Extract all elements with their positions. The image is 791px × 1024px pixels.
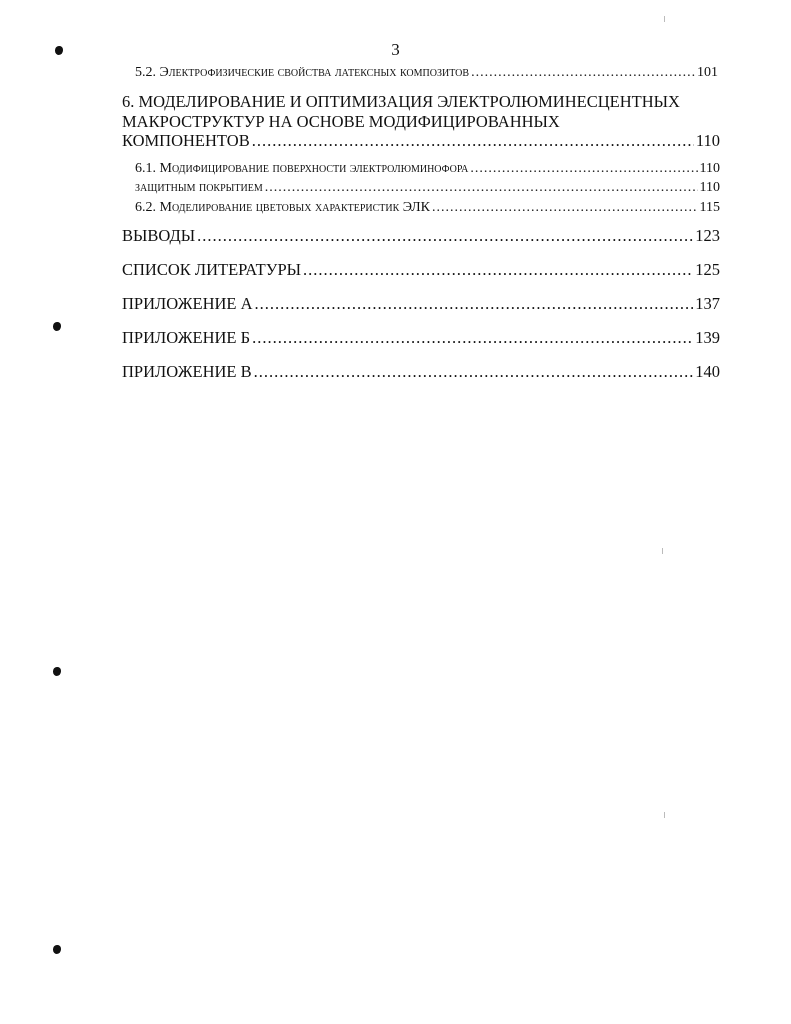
leader-dots [252,330,693,347]
toc-entry-page: 123 [695,226,720,245]
toc-entry-label: 6.1. Модифицирование поверхности электролюминофора [135,161,469,176]
scan-speck [664,812,665,818]
scan-speck [664,16,665,22]
toc-entry-page: 110 [695,131,720,150]
toc-entry-page: 125 [695,260,720,279]
toc-entry-6-1[interactable] [135,162,720,176]
punch-hole-mark [53,322,61,331]
toc-entry-page: 110 [699,180,720,195]
toc-entry-label: 6.2. Моделирование цветовых характеристик ЭЛК [135,200,430,215]
toc-heading-6-line-1: 6. МОДЕЛИРОВАНИЕ И ОПТИМИЗАЦИЯ ЭЛЕКТРОЛЮМИНЕСЦЕНТНЫХ [122,92,680,111]
leader-dots [265,181,698,195]
toc-entry-appendix-b[interactable] [122,330,720,347]
toc-entry-page: 140 [695,362,720,381]
toc-entry-label: ПРИЛОЖЕНИЕ Б [122,328,251,347]
scan-speck [662,548,663,554]
leader-dots [471,66,695,80]
toc-entry-label: СПИСОК ЛИТЕРАТУРЫ [122,260,302,279]
toc-entry-conclusions[interactable] [122,228,720,245]
punch-hole-mark [53,945,61,954]
toc-entry-label: КОМПОНЕНТОВ [122,131,250,150]
toc-entry-page: 110 [699,161,720,176]
toc-entry-appendix-v[interactable] [122,364,720,381]
toc-entry-label: защитным покрытием [135,180,263,195]
leader-dots [432,201,698,215]
toc-entry-label: 5.2. Электрофизические свойства латексных композитов [135,65,470,80]
toc-entry-label: ПРИЛОЖЕНИЕ А [122,294,253,313]
toc-entry-5-2[interactable] [135,66,718,80]
toc-entry-6-1-continued[interactable] [135,181,720,195]
toc-heading-6-line-2: МАКРОСТРУКТУР НА ОСНОВЕ МОДИФИЦИРОВАННЫХ [122,112,560,131]
leader-dots [197,228,693,245]
toc-entry-page: 139 [695,328,720,347]
toc-entry-label: ВЫВОДЫ [122,226,196,245]
toc-entry-appendix-a[interactable] [122,296,720,313]
toc-entry-page: 115 [699,200,720,215]
leader-dots [255,296,694,313]
punch-hole-mark [53,667,61,676]
toc-entry-6-2[interactable] [135,201,720,215]
page-number: 3 [391,40,400,59]
leader-dots [470,162,697,176]
toc-entry-page: 101 [697,65,718,80]
toc-entry-label: ПРИЛОЖЕНИЕ В [122,362,252,381]
leader-dots [254,364,694,381]
toc-entry-6[interactable] [122,133,720,150]
toc-entry-page: 137 [695,294,720,313]
leader-dots [303,262,693,279]
toc-entry-references[interactable] [122,262,720,279]
leader-dots [252,133,694,150]
